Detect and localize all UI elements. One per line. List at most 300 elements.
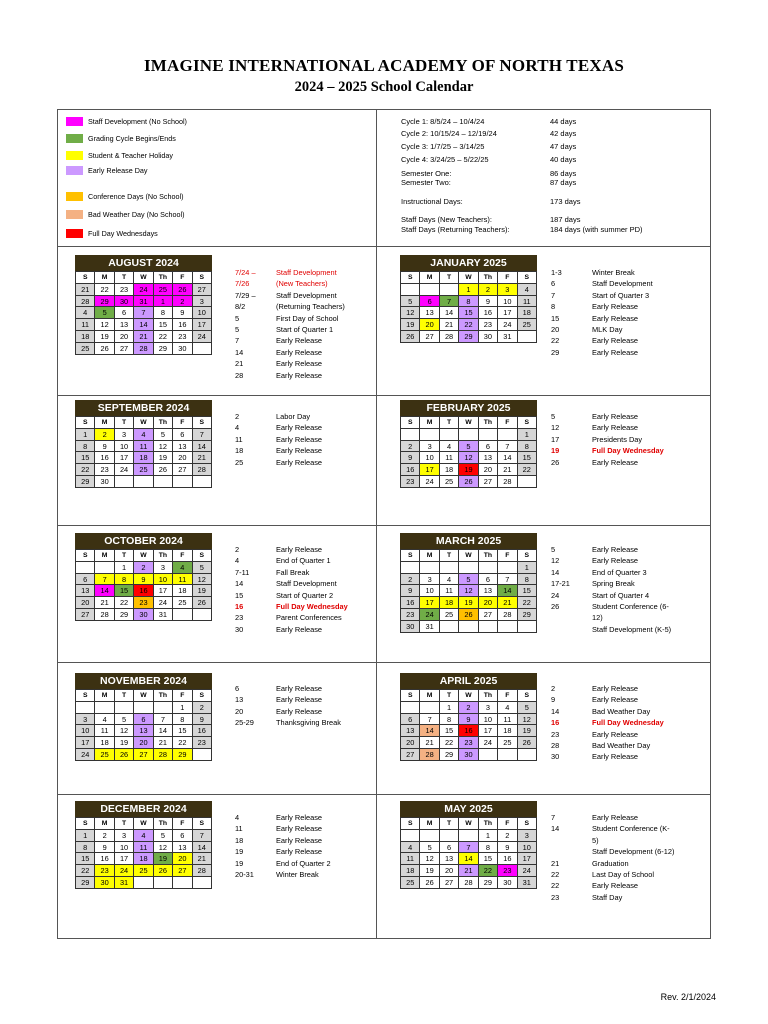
day-cell: 7 <box>193 830 212 842</box>
day-cell: 10 <box>76 725 95 737</box>
day-cell: 7 <box>420 714 439 726</box>
day-cell: 9 <box>95 441 114 453</box>
day-cell: 13 <box>479 452 498 464</box>
day-cell: 15 <box>479 853 498 865</box>
event-text: Student Conference (6- <box>592 602 669 611</box>
day-cell: 18 <box>95 737 114 749</box>
event-text: Winter Break <box>592 268 635 277</box>
stat-value: 40 days <box>550 155 577 164</box>
day-cell <box>154 877 173 889</box>
event-date: 15 <box>235 590 244 600</box>
swatch-bad-weather <box>66 210 83 219</box>
event-text: Early Release <box>592 336 639 346</box>
weekday-header: W <box>134 690 153 702</box>
day-cell: 28 <box>95 609 114 621</box>
day-cell: 10 <box>193 307 212 319</box>
event-date: 5 <box>551 545 556 554</box>
event-date: 14 <box>235 347 244 357</box>
stat-value: 44 days <box>550 117 577 126</box>
stat-row <box>401 225 643 234</box>
event-text: End of Quarter 2 <box>276 858 331 868</box>
day-cell: 1 <box>173 702 192 714</box>
weekday-header: Th <box>479 690 498 702</box>
weekday-header: S <box>401 690 420 702</box>
day-cell: 1 <box>76 429 95 441</box>
day-cell: 11 <box>440 452 459 464</box>
month-grid <box>400 271 537 343</box>
stat-value: 86 days <box>550 169 577 178</box>
day-cell: 4 <box>76 307 95 319</box>
event-date: 25-29 <box>235 718 254 728</box>
day-cell: 14 <box>440 307 459 319</box>
event-text: 5) <box>592 835 599 845</box>
month-calendar <box>400 801 537 889</box>
day-cell <box>420 830 439 842</box>
weekday-header: S <box>518 417 537 429</box>
day-cell: 30 <box>401 621 420 633</box>
day-cell: 11 <box>518 296 537 308</box>
stat-value: 184 days (with summer PD) <box>550 225 643 234</box>
day-cell: 7 <box>440 296 459 308</box>
day-cell: 3 <box>420 574 439 586</box>
day-cell <box>173 877 192 889</box>
day-cell: 8 <box>518 574 537 586</box>
event-date: 19 <box>551 446 560 456</box>
day-cell: 25 <box>498 737 517 749</box>
day-cell: 27 <box>134 749 153 761</box>
day-cell: 20 <box>479 597 498 609</box>
day-cell: 18 <box>76 331 95 343</box>
weekday-header: S <box>518 550 537 562</box>
day-cell: 17 <box>154 585 173 597</box>
day-cell <box>154 476 173 488</box>
day-cell: 15 <box>459 307 478 319</box>
day-cell <box>459 429 478 441</box>
weekday-header: Th <box>479 417 498 429</box>
day-cell: 19 <box>420 865 439 877</box>
day-cell: 29 <box>95 296 114 308</box>
day-cell: 14 <box>459 853 478 865</box>
day-cell: 27 <box>193 284 212 296</box>
event-date: 14 <box>551 567 560 577</box>
event-date: 20-31 <box>235 870 254 879</box>
day-cell: 1 <box>459 284 478 296</box>
row-divider <box>57 246 711 247</box>
day-cell: 8 <box>459 296 478 308</box>
day-cell: 11 <box>134 842 153 854</box>
event-text: Early Release <box>592 695 639 705</box>
day-cell: 24 <box>115 865 134 877</box>
event-date: 28 <box>235 370 244 380</box>
weekday-header: F <box>173 417 192 429</box>
event-date: 2 <box>235 545 240 554</box>
day-cell: 28 <box>498 609 517 621</box>
day-cell <box>76 562 95 574</box>
day-cell: 27 <box>173 865 192 877</box>
event-date: 29 <box>551 347 560 357</box>
swatch-grading-cycle <box>66 134 83 143</box>
month-grid <box>400 549 537 633</box>
event-text: Early Release <box>592 347 639 357</box>
day-cell: 30 <box>95 877 114 889</box>
day-cell: 16 <box>173 319 192 331</box>
weekday-header: W <box>134 818 153 830</box>
legend-item <box>66 117 187 126</box>
day-cell: 23 <box>401 476 420 488</box>
day-cell: 26 <box>154 464 173 476</box>
event-text: (New Teachers) <box>276 279 328 289</box>
event-date: 1-3 <box>551 268 562 277</box>
day-cell: 24 <box>479 737 498 749</box>
day-cell: 29 <box>479 877 498 889</box>
day-cell: 1 <box>518 562 537 574</box>
event-date: 15 <box>551 313 560 323</box>
day-cell: 7 <box>459 842 478 854</box>
event-date: 11 <box>235 824 243 834</box>
day-cell: 31 <box>134 296 153 308</box>
day-cell <box>518 621 537 633</box>
day-cell: 17 <box>420 464 439 476</box>
weekday-header: S <box>76 690 95 702</box>
stat-row <box>401 215 581 224</box>
day-cell: 5 <box>95 307 114 319</box>
day-cell: 29 <box>154 343 173 355</box>
day-cell: 19 <box>459 597 478 609</box>
day-cell: 2 <box>95 429 114 441</box>
day-cell: 6 <box>479 441 498 453</box>
stat-label: Instructional Days: <box>401 197 463 206</box>
weekday-header: M <box>420 272 439 284</box>
weekday-header: Th <box>479 550 498 562</box>
day-cell: 21 <box>193 853 212 865</box>
weekday-header: F <box>498 272 517 284</box>
day-cell: 4 <box>173 562 192 574</box>
day-cell: 29 <box>518 609 537 621</box>
day-cell: 16 <box>401 464 420 476</box>
day-cell: 2 <box>134 562 153 574</box>
day-cell: 21 <box>134 331 153 343</box>
stat-label: Staff Days (New Teachers): <box>401 215 493 224</box>
day-cell: 15 <box>76 452 95 464</box>
day-cell: 31 <box>420 621 439 633</box>
weekday-header: S <box>76 417 95 429</box>
day-cell: 8 <box>154 307 173 319</box>
day-cell: 9 <box>173 307 192 319</box>
event-text: Early Release <box>592 684 639 693</box>
event-text: Early Release <box>276 813 323 822</box>
day-cell: 7 <box>95 574 114 586</box>
day-cell: 19 <box>401 319 420 331</box>
weekday-header: T <box>115 272 134 284</box>
event-date: 17-21 <box>551 579 570 589</box>
weekday-header: T <box>440 690 459 702</box>
day-cell: 16 <box>479 307 498 319</box>
event-text: Early Release <box>276 684 323 693</box>
weekday-header: T <box>115 417 134 429</box>
event-text: Staff Development <box>276 290 337 300</box>
event-date: 19 <box>235 858 244 868</box>
weekday-header: S <box>518 272 537 284</box>
weekday-header: W <box>459 690 478 702</box>
day-cell: 24 <box>498 319 517 331</box>
weekday-header: M <box>95 417 114 429</box>
day-cell <box>134 877 153 889</box>
day-cell: 17 <box>479 725 498 737</box>
day-cell: 24 <box>76 749 95 761</box>
event-date: 16 <box>551 718 560 728</box>
day-cell: 13 <box>76 585 95 597</box>
weekday-header: T <box>440 818 459 830</box>
day-cell <box>440 830 459 842</box>
day-cell: 11 <box>173 574 192 586</box>
event-date: 4 <box>235 556 240 566</box>
day-cell: 15 <box>518 585 537 597</box>
day-cell: 27 <box>115 343 134 355</box>
day-cell: 17 <box>193 319 212 331</box>
event-text: Early Release <box>592 545 639 554</box>
day-cell: 14 <box>154 725 173 737</box>
day-cell: 30 <box>95 476 114 488</box>
event-text: Start of Quarter 2 <box>276 590 334 600</box>
event-text: Early Release <box>276 336 323 346</box>
day-cell: 23 <box>95 865 114 877</box>
weekday-header: Th <box>479 272 498 284</box>
weekday-header: S <box>401 417 420 429</box>
day-cell: 24 <box>193 331 212 343</box>
event-text: (Returning Teachers) <box>276 302 345 312</box>
day-cell: 23 <box>459 737 478 749</box>
day-cell: 5 <box>518 702 537 714</box>
weekday-header: M <box>95 690 114 702</box>
event-text: Early Release <box>592 813 639 822</box>
event-text: Staff Development <box>592 279 653 289</box>
event-text: Early Release <box>276 434 323 444</box>
day-cell: 3 <box>479 702 498 714</box>
day-cell: 12 <box>420 853 439 865</box>
day-cell: 5 <box>193 562 212 574</box>
day-cell: 6 <box>401 714 420 726</box>
day-cell: 4 <box>440 574 459 586</box>
day-cell: 27 <box>401 749 420 761</box>
day-cell: 13 <box>173 441 192 453</box>
day-cell: 26 <box>193 597 212 609</box>
day-cell: 7 <box>134 307 153 319</box>
day-cell: 20 <box>76 597 95 609</box>
event-date: 30 <box>235 624 244 634</box>
day-cell: 15 <box>173 725 192 737</box>
month-grid <box>75 689 212 761</box>
event-text: First Day of School <box>276 313 339 323</box>
event-text: End of Quarter 3 <box>592 567 647 577</box>
event-text: Full Day Wednesday <box>592 446 664 456</box>
event-date: 19 <box>235 847 244 857</box>
stat-row <box>401 197 581 206</box>
day-cell: 26 <box>173 284 192 296</box>
event-date: 5 <box>551 412 556 421</box>
stat-value: 42 days <box>550 129 577 138</box>
month-title: JANUARY 2025 <box>400 255 537 271</box>
weekday-header: F <box>173 272 192 284</box>
day-cell: 9 <box>479 296 498 308</box>
weekday-header: F <box>498 550 517 562</box>
day-cell: 26 <box>115 749 134 761</box>
day-cell: 28 <box>498 476 517 488</box>
event-text: Early Release <box>276 545 323 554</box>
day-cell: 11 <box>401 853 420 865</box>
day-cell: 9 <box>95 842 114 854</box>
event-date: 13 <box>235 695 244 705</box>
event-date: 7/24 – <box>235 268 256 277</box>
day-cell: 1 <box>154 296 173 308</box>
day-cell: 7 <box>154 714 173 726</box>
day-cell: 5 <box>420 842 439 854</box>
day-cell: 13 <box>420 307 439 319</box>
day-cell: 22 <box>440 737 459 749</box>
event-date: 17 <box>551 434 560 444</box>
day-cell: 26 <box>401 331 420 343</box>
day-cell: 2 <box>95 830 114 842</box>
day-cell <box>440 621 459 633</box>
month-grid <box>400 689 537 761</box>
day-cell: 11 <box>134 441 153 453</box>
day-cell <box>479 562 498 574</box>
day-cell <box>134 702 153 714</box>
day-cell <box>173 609 192 621</box>
day-cell: 4 <box>134 429 153 441</box>
day-cell: 8 <box>115 574 134 586</box>
day-cell <box>401 429 420 441</box>
day-cell: 17 <box>420 597 439 609</box>
weekday-header: S <box>518 690 537 702</box>
weekday-header: T <box>115 690 134 702</box>
weekday-header: Th <box>154 690 173 702</box>
event-text: Student Conference (K- <box>592 824 670 834</box>
day-cell: 3 <box>420 441 439 453</box>
event-text: Staff Development <box>276 579 337 589</box>
swatch-early-release <box>66 166 83 175</box>
day-cell: 23 <box>134 597 153 609</box>
event-text: Early Release <box>276 347 323 357</box>
event-text: Early Release <box>592 729 639 739</box>
weekday-header: S <box>193 818 212 830</box>
event-date: 6 <box>235 684 240 693</box>
day-cell <box>420 284 439 296</box>
event-date: 11 <box>235 434 243 444</box>
weekday-header: Th <box>154 818 173 830</box>
event-text: 12) <box>592 613 603 623</box>
day-cell: 22 <box>76 865 95 877</box>
day-cell: 20 <box>440 865 459 877</box>
month-title: SEPTEMBER 2024 <box>75 400 212 416</box>
day-cell: 18 <box>401 865 420 877</box>
event-date: 26 <box>551 457 560 467</box>
day-cell: 12 <box>154 842 173 854</box>
day-cell: 26 <box>420 877 439 889</box>
day-cell: 12 <box>115 725 134 737</box>
day-cell: 30 <box>479 331 498 343</box>
day-cell: 19 <box>459 464 478 476</box>
day-cell: 25 <box>440 609 459 621</box>
day-cell: 3 <box>193 296 212 308</box>
row-divider <box>57 395 711 396</box>
day-cell: 22 <box>173 737 192 749</box>
day-cell <box>518 331 537 343</box>
day-cell: 17 <box>76 737 95 749</box>
event-date: 14 <box>551 824 560 834</box>
legend-item <box>66 166 148 175</box>
day-cell: 24 <box>154 597 173 609</box>
day-cell: 23 <box>193 737 212 749</box>
day-cell: 1 <box>518 429 537 441</box>
legend-item <box>66 210 185 219</box>
day-cell: 15 <box>440 725 459 737</box>
day-cell: 27 <box>479 476 498 488</box>
day-cell: 11 <box>440 585 459 597</box>
weekday-header: M <box>420 818 439 830</box>
legend-label: Full Day Wednesdays <box>88 229 158 238</box>
day-cell: 21 <box>154 737 173 749</box>
day-cell: 1 <box>479 830 498 842</box>
day-cell: 8 <box>173 714 192 726</box>
event-text: Early Release <box>592 556 639 566</box>
day-cell: 9 <box>134 574 153 586</box>
day-cell: 20 <box>173 853 192 865</box>
event-text: Early Release <box>592 881 639 891</box>
day-cell: 29 <box>115 609 134 621</box>
weekday-header: S <box>76 550 95 562</box>
day-cell: 28 <box>440 331 459 343</box>
day-cell: 17 <box>518 853 537 865</box>
weekday-header: S <box>401 272 420 284</box>
weekday-header: F <box>498 690 517 702</box>
event-text: Staff Development <box>276 268 337 277</box>
event-date: 4 <box>235 423 240 433</box>
day-cell: 28 <box>134 343 153 355</box>
day-cell: 7 <box>498 574 517 586</box>
event-text: Full Day Wednesday <box>592 718 664 728</box>
day-cell: 8 <box>440 714 459 726</box>
weekday-header: M <box>420 690 439 702</box>
day-cell: 18 <box>498 725 517 737</box>
day-cell: 5 <box>459 574 478 586</box>
event-date: 18 <box>235 446 244 456</box>
day-cell: 30 <box>115 296 134 308</box>
stat-row <box>401 169 577 178</box>
day-cell: 19 <box>154 452 173 464</box>
event-text: Labor Day <box>276 412 311 421</box>
day-cell <box>498 749 517 761</box>
event-date: 14 <box>235 579 244 589</box>
day-cell: 18 <box>440 464 459 476</box>
day-cell <box>479 621 498 633</box>
day-cell: 26 <box>154 865 173 877</box>
day-cell: 30 <box>498 877 517 889</box>
event-text: End of Quarter 1 <box>276 556 331 566</box>
day-cell <box>401 284 420 296</box>
event-text: Early Release <box>276 423 323 433</box>
day-cell: 6 <box>173 429 192 441</box>
day-cell: 20 <box>479 464 498 476</box>
legend-item <box>66 134 176 143</box>
event-text: Full Day Wednesday <box>276 602 348 611</box>
day-cell: 5 <box>401 296 420 308</box>
day-cell: 21 <box>95 597 114 609</box>
weekday-header: M <box>420 550 439 562</box>
weekday-header: W <box>459 818 478 830</box>
day-cell <box>134 476 153 488</box>
day-cell: 9 <box>401 585 420 597</box>
weekday-header: M <box>95 272 114 284</box>
